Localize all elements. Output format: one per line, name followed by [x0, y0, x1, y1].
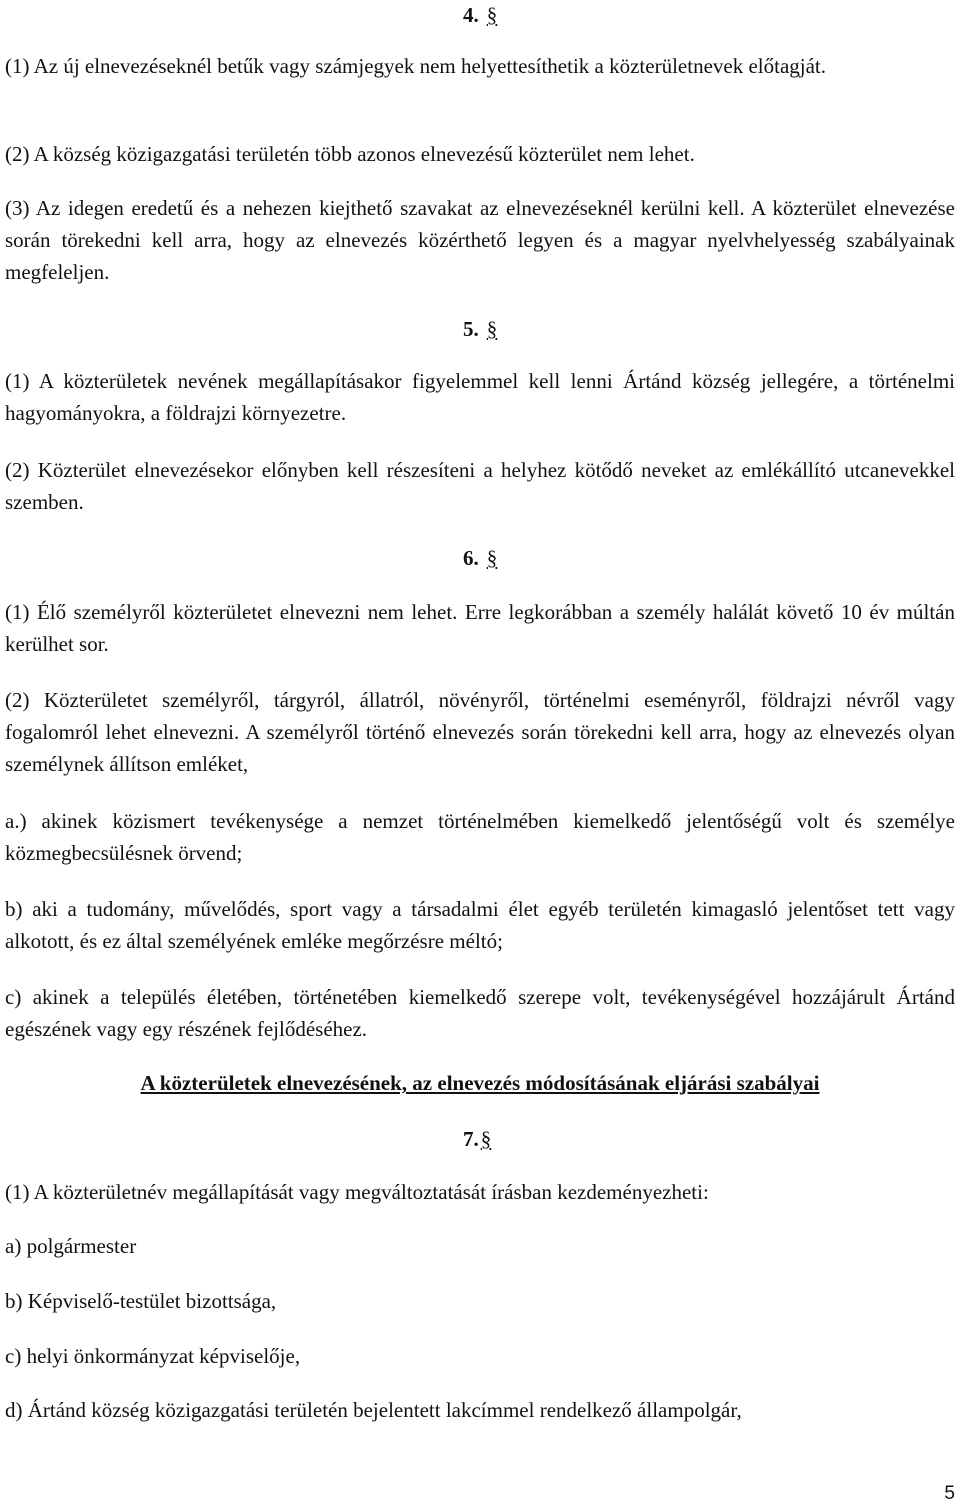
section-sign: §: [480, 1127, 492, 1151]
document-page: [5, 0, 955, 1509]
paragraph-4-2: (2) A község közigazgatási területén több azonos elnevezésű közterület nem lehet.: [5, 142, 695, 166]
paragraph-6-2: (2) Közterületet személyről, tárgyról, állatról, növényről, történelmi eseményről, földrajzi névről vagy fogalomról lehet elnevezni. A személyről történő elnevezés során törekedni kell arra, hogy az elnevezés olyan személynek állítson emléket,: [5, 688, 955, 776]
paragraph-5-2: (2) Közterület elnevezésekor előnyben kell részesíteni a helyhez kötődő neveket az emlékállító utcanevekkel szemben.: [5, 458, 955, 514]
section-sign: §: [486, 546, 498, 570]
list-item-7-c: c) helyi önkormányzat képviselője,: [5, 1344, 301, 1368]
section-number: 7.: [463, 1127, 479, 1151]
section-sign: §: [486, 3, 498, 27]
section-number: 5.: [463, 317, 479, 341]
paragraph-4-1: (1) Az új elnevezéseknél betűk vagy számjegyek nem helyettesíthetik a közterületnevek előtagját.: [5, 54, 827, 78]
list-item-6-c: c) akinek a település életében, történetében kiemelkedő szerepe volt, tevékenységével hozzájárult Ártánd egészének vagy egy részének fejlődéséhez.: [5, 985, 955, 1041]
section-heading-5: [463, 316, 497, 342]
list-item-7-a: a) polgármester: [5, 1234, 137, 1258]
paragraph-7-1: (1) A közterületnév megállapítását vagy megváltoztatását írásban kezdeményezheti:: [5, 1180, 709, 1204]
section-sign: §: [486, 317, 498, 341]
paragraph-4-3: (3) Az idegen eredetű és a nehezen kiejthető szavakat az elnevezéseknél kerülni kell. A közterület elnevezése során törekedni kell arra, hogy az elnevezés közérthető legyen és a magyar nyelvhelyesség szabályainak megfeleljen.: [5, 196, 955, 284]
section-heading-6: [463, 545, 497, 571]
section-heading-4: [463, 2, 497, 28]
list-item-6-b: b) aki a tudomány, művelődés, sport vagy a társadalmi élet egyéb területén kimagasló jelentőset tett vagy alkotott, és ez által személyének emléke megőrzésre méltó;: [5, 897, 955, 953]
section-number: 6.: [463, 546, 479, 570]
list-item-7-b: b) Képviselő-testület bizottsága,: [5, 1289, 277, 1313]
page-number: 5: [944, 1483, 955, 1504]
chapter-subtitle: A közterületek elnevezésének, az elnevezés módosításának eljárási szabályai: [140, 1071, 820, 1095]
paragraph-5-1: (1) A közterületek nevének megállapításakor figyelemmel kell lenni Ártánd község jellegére, a történelmi hagyományokra, a földrajzi környezetre.: [5, 369, 955, 425]
list-item-7-d: d) Ártánd község közigazgatási területén bejelentett lakcímmel rendelkező állampolgár,: [5, 1398, 742, 1422]
list-item-6-a: a.) akinek közismert tevékenysége a nemzet történelmében kiemelkedő jelentőségű volt és személye közmegbecsülésnek örvend;: [5, 809, 955, 865]
section-number: 4.: [463, 3, 479, 27]
section-heading-7: [463, 1126, 491, 1152]
paragraph-6-1: (1) Élő személyről közterületet elnevezni nem lehet. Erre legkorábban a személy halálát követő 10 év múltán kerülhet sor.: [5, 600, 955, 656]
